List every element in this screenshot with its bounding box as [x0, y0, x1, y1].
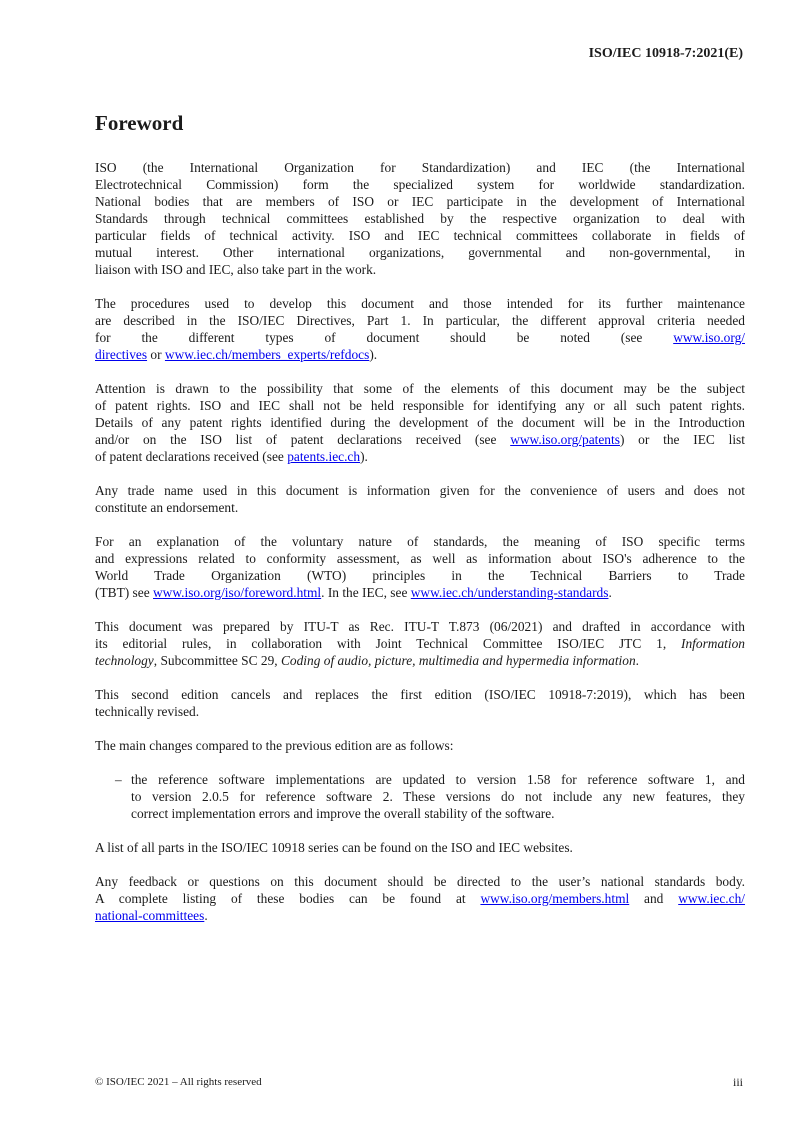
text: A list of all parts in the ISO/IEC 10918 series can be found on the ISO and IEC websites.	[95, 840, 573, 855]
text-line	[95, 312, 745, 329]
text-line	[95, 448, 745, 465]
text: constitute an endorsement.	[95, 500, 239, 515]
list-item	[95, 771, 745, 822]
text: (TBT) see	[95, 585, 154, 600]
page-number: iii	[732, 1075, 743, 1089]
text: National bodies that are members of ISO or IEC participate in the development of International	[95, 194, 745, 209]
text-line	[95, 159, 745, 176]
text-line	[95, 380, 745, 397]
text: its editorial rules, in collaboration with Joint Technical Committee ISO/IEC JTC 1,	[95, 636, 682, 651]
italic-text: Coding of audio, picture, multimedia and hypermedia information	[280, 653, 636, 668]
text-line	[95, 482, 745, 499]
text: This document was prepared by ITU-T as Rec. ITU-T T.873 (06/2021) and drafted in accordance with	[95, 619, 745, 634]
text-line	[95, 210, 745, 227]
text-line	[95, 397, 745, 414]
hyperlink[interactable]: patents.iec.ch	[287, 449, 361, 464]
text-line	[95, 414, 745, 431]
text: liaison with ISO and IEC, also take part in the work.	[95, 262, 377, 277]
list-bullet: –	[115, 772, 122, 787]
text-line	[95, 890, 745, 907]
text: The main changes compared to the previous edition are as follows:	[95, 738, 454, 753]
text-line	[95, 635, 745, 652]
text: World Trade Organization (WTO) principles in the Technical Barriers to Trade	[95, 568, 745, 583]
text-line	[95, 244, 745, 261]
text: , Subcommittee SC 29,	[153, 653, 281, 668]
paragraph	[95, 295, 745, 363]
text: Electrotechnical Commission) form the specialized system for worldwide standardization.	[95, 177, 745, 192]
text: ISO (the International Organization for Standardization) and IEC (the International	[95, 160, 745, 175]
text-line	[95, 329, 745, 346]
text: .	[204, 908, 208, 923]
text-line	[95, 737, 745, 754]
paragraph	[95, 533, 745, 601]
text: A complete listing of these bodies can be found at	[95, 891, 481, 906]
text-line	[95, 703, 745, 720]
hyperlink[interactable]: directives	[95, 347, 148, 362]
footer-copyright: © ISO/IEC 2021 – All rights reserved	[95, 1076, 262, 1088]
hyperlink[interactable]: www.iec.ch/	[678, 891, 746, 906]
hyperlink[interactable]: www.iso.org/members.html	[480, 891, 630, 906]
text-line	[95, 550, 745, 567]
text: and expressions related to conformity assessment, as well as information about ISO's adherence to the	[95, 551, 745, 566]
text: of patent declarations received (see	[95, 449, 288, 464]
text-line	[95, 652, 745, 669]
text: mutual interest. Other international organizations, governmental and non-governmental, in	[95, 245, 745, 260]
text-line	[95, 873, 745, 890]
text: particular fields of technical activity. ISO and IEC technical committees collaborate in fields of	[95, 228, 745, 243]
text-line	[95, 227, 745, 244]
text-line	[95, 193, 745, 210]
text-line	[95, 839, 745, 856]
document-id-header: ISO/IEC 10918-7:2021(E)	[588, 46, 743, 61]
hyperlink[interactable]: www.iso.org/patents	[510, 432, 620, 447]
text-line	[95, 499, 745, 516]
italic-text: Information	[681, 636, 745, 651]
page-title: Foreword	[95, 111, 184, 135]
text-line	[131, 771, 745, 788]
paragraph	[95, 839, 745, 856]
text: Any trade name used in this document is information given for the convenience of users and does not	[95, 483, 745, 498]
hyperlink[interactable]: www.iec.ch/members_experts/refdocs	[164, 347, 370, 362]
text: and	[629, 891, 679, 906]
text-line	[131, 805, 745, 822]
foreword-body	[95, 159, 745, 941]
paragraph	[95, 618, 745, 669]
text: for the different types of document should be noted (see	[95, 330, 674, 345]
paragraph	[95, 737, 745, 754]
text: .	[608, 585, 612, 600]
text: Standards through technical committees established by the respective organization to deal with	[95, 211, 745, 226]
text-line	[95, 431, 745, 448]
text: This second edition cancels and replaces the first edition (ISO/IEC 10918-7:2019), which has been	[95, 687, 745, 702]
text: Attention is drawn to the possibility that some of the elements of this document may be the subject	[95, 381, 745, 396]
text-line	[95, 567, 745, 584]
italic-text: technology	[95, 653, 154, 668]
text: Any feedback or questions on this document should be directed to the user’s national standards body.	[95, 874, 745, 889]
text: ).	[360, 449, 368, 464]
text: ).	[369, 347, 378, 362]
text-line	[95, 176, 745, 193]
text: correct implementation errors and improve the overall stability of the software.	[131, 806, 555, 821]
text-line	[95, 533, 745, 550]
text: to version 2.0.5 for reference software 2. These versions do not include any new features, they	[131, 789, 745, 804]
text: ) or the IEC list	[619, 432, 745, 447]
text: .	[635, 653, 640, 668]
text-line	[95, 907, 745, 924]
text: . In the IEC, see	[321, 585, 411, 600]
hyperlink[interactable]: national-committees	[95, 908, 205, 923]
text: For an explanation of the voluntary nature of standards, the meaning of ISO specific terms	[95, 534, 745, 549]
text-line	[95, 584, 745, 601]
paragraph	[95, 686, 745, 720]
text-line	[95, 295, 745, 312]
text: or	[147, 347, 165, 362]
text-line	[95, 346, 745, 363]
text: are described in the ISO/IEC Directives, Part 1. In particular, the different approval criteria needed	[95, 313, 745, 328]
text: of patent rights. ISO and IEC shall not be held responsible for identifying any or all such patent rights.	[95, 398, 745, 413]
paragraph	[95, 482, 745, 516]
hyperlink[interactable]: www.iso.org/	[673, 330, 745, 345]
text-line	[95, 686, 745, 703]
text: Details of any patent rights identified during the development of the document will be in the Introduction	[95, 415, 745, 430]
hyperlink[interactable]: www.iso.org/iso/foreword.html	[153, 585, 322, 600]
text: technically revised.	[95, 704, 200, 719]
hyperlink[interactable]: www.iec.ch/understanding-standards	[410, 585, 609, 600]
text-line	[95, 261, 745, 278]
text: The procedures used to develop this document and those intended for its further maintenance	[95, 296, 745, 311]
text-line	[95, 618, 745, 635]
text: and/or on the ISO list of patent declarations received (see	[95, 432, 511, 447]
paragraph	[95, 380, 745, 465]
text-line	[131, 788, 745, 805]
paragraph	[95, 873, 745, 924]
paragraph	[95, 159, 745, 278]
text: the reference software implementations are updated to version 1.58 for reference software 1, and	[131, 772, 745, 787]
